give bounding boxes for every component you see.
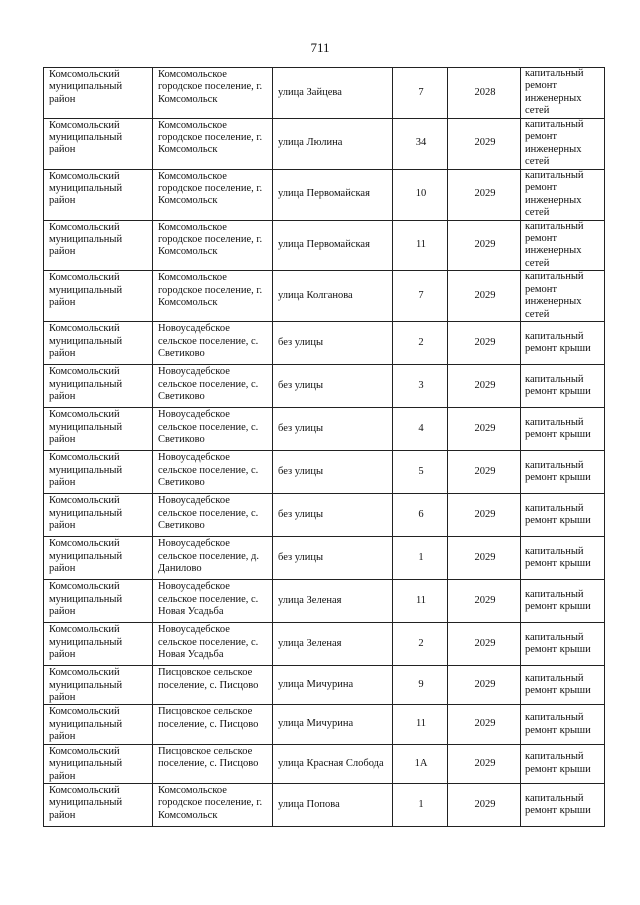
table-row <box>44 623 605 666</box>
settlement-cell: Новоусадебское сельское поселение, с. Светиково <box>153 494 273 537</box>
street-cell: улица Люлина <box>273 118 393 169</box>
table-row <box>44 408 605 451</box>
district-cell: Комсомольский муниципальный район <box>44 580 153 623</box>
street-cell: без улицы <box>273 537 393 580</box>
table-row <box>44 68 605 119</box>
settlement-cell: Новоусадебское сельское поселение, с. Новая Усадьба <box>153 623 273 666</box>
year-cell: 2029 <box>448 783 521 826</box>
district-cell: Комсомольский муниципальный район <box>44 408 153 451</box>
settlement-cell: Новоусадебское сельское поселение, с. Светиково <box>153 322 273 365</box>
settlement-cell: Писцовское сельское поселение, с. Писцово <box>153 744 273 783</box>
table-row <box>44 580 605 623</box>
table-row <box>44 666 605 705</box>
street-cell: улица Зеленая <box>273 623 393 666</box>
street-cell: улица Зеленая <box>273 580 393 623</box>
table-row <box>44 744 605 783</box>
work-type-cell: капитальный ремонт крыши <box>521 783 605 826</box>
street-cell: без улицы <box>273 322 393 365</box>
year-cell: 2028 <box>448 68 521 119</box>
work-type-cell: капитальный ремонт крыши <box>521 494 605 537</box>
year-cell: 2029 <box>448 537 521 580</box>
settlement-cell: Комсомольское городское поселение, г. Комсомольск <box>153 783 273 826</box>
street-cell: без улицы <box>273 408 393 451</box>
year-cell: 2029 <box>448 322 521 365</box>
district-cell: Комсомольский муниципальный район <box>44 705 153 744</box>
table-row <box>44 271 605 322</box>
house-number-cell: 5 <box>393 451 448 494</box>
street-cell: улица Красная Слобода <box>273 744 393 783</box>
table-row <box>44 494 605 537</box>
table-row <box>44 322 605 365</box>
settlement-cell: Комсомольское городское поселение, г. Комсомольск <box>153 118 273 169</box>
work-type-cell: капитальный ремонт крыши <box>521 451 605 494</box>
district-cell: Комсомольский муниципальный район <box>44 537 153 580</box>
table-row <box>44 705 605 744</box>
year-cell: 2029 <box>448 580 521 623</box>
year-cell: 2029 <box>448 494 521 537</box>
settlement-cell: Новоусадебское сельское поселение, с. Светиково <box>153 365 273 408</box>
work-type-cell: капитальный ремонт крыши <box>521 322 605 365</box>
work-type-cell: капитальный ремонт крыши <box>521 537 605 580</box>
settlement-cell: Новоусадебское сельское поселение, д. Данилово <box>153 537 273 580</box>
street-cell: улица Попова <box>273 783 393 826</box>
repair-schedule-table <box>43 67 605 827</box>
work-type-cell: капитальный ремонт крыши <box>521 408 605 451</box>
work-type-cell: капитальный ремонт инженерных сетей <box>521 118 605 169</box>
settlement-cell: Писцовское сельское поселение, с. Писцово <box>153 705 273 744</box>
settlement-cell: Новоусадебское сельское поселение, с. Новая Усадьба <box>153 580 273 623</box>
table-row <box>44 220 605 271</box>
street-cell: улица Зайцева <box>273 68 393 119</box>
settlement-cell: Комсомольское городское поселение, г. Комсомольск <box>153 68 273 119</box>
street-cell: без улицы <box>273 494 393 537</box>
house-number-cell: 4 <box>393 408 448 451</box>
house-number-cell: 11 <box>393 705 448 744</box>
district-cell: Комсомольский муниципальный район <box>44 322 153 365</box>
house-number-cell: 9 <box>393 666 448 705</box>
district-cell: Комсомольский муниципальный район <box>44 118 153 169</box>
settlement-cell: Комсомольское городское поселение, г. Комсомольск <box>153 169 273 220</box>
district-cell: Комсомольский муниципальный район <box>44 220 153 271</box>
year-cell: 2029 <box>448 169 521 220</box>
district-cell: Комсомольский муниципальный район <box>44 783 153 826</box>
work-type-cell: капитальный ремонт крыши <box>521 705 605 744</box>
settlement-cell: Комсомольское городское поселение, г. Комсомольск <box>153 271 273 322</box>
district-cell: Комсомольский муниципальный район <box>44 68 153 119</box>
work-type-cell: капитальный ремонт инженерных сетей <box>521 68 605 119</box>
district-cell: Комсомольский муниципальный район <box>44 451 153 494</box>
house-number-cell: 1А <box>393 744 448 783</box>
house-number-cell: 3 <box>393 365 448 408</box>
year-cell: 2029 <box>448 118 521 169</box>
year-cell: 2029 <box>448 666 521 705</box>
work-type-cell: капитальный ремонт инженерных сетей <box>521 271 605 322</box>
work-type-cell: капитальный ремонт крыши <box>521 365 605 408</box>
year-cell: 2029 <box>448 744 521 783</box>
street-cell: без улицы <box>273 365 393 408</box>
table-row <box>44 365 605 408</box>
year-cell: 2029 <box>448 451 521 494</box>
district-cell: Комсомольский муниципальный район <box>44 666 153 705</box>
street-cell: улица Колганова <box>273 271 393 322</box>
district-cell: Комсомольский муниципальный район <box>44 623 153 666</box>
work-type-cell: капитальный ремонт крыши <box>521 623 605 666</box>
street-cell: улица Первомайская <box>273 220 393 271</box>
district-cell: Комсомольский муниципальный район <box>44 494 153 537</box>
year-cell: 2029 <box>448 220 521 271</box>
settlement-cell: Новоусадебское сельское поселение, с. Светиково <box>153 451 273 494</box>
house-number-cell: 11 <box>393 580 448 623</box>
table-row <box>44 537 605 580</box>
settlement-cell: Писцовское сельское поселение, с. Писцово <box>153 666 273 705</box>
work-type-cell: капитальный ремонт крыши <box>521 580 605 623</box>
page-number: 711 <box>310 40 330 55</box>
table-row <box>44 118 605 169</box>
house-number-cell: 34 <box>393 118 448 169</box>
settlement-cell: Новоусадебское сельское поселение, с. Светиково <box>153 408 273 451</box>
house-number-cell: 6 <box>393 494 448 537</box>
work-type-cell: капитальный ремонт крыши <box>521 744 605 783</box>
district-cell: Комсомольский муниципальный район <box>44 169 153 220</box>
house-number-cell: 10 <box>393 169 448 220</box>
street-cell: без улицы <box>273 451 393 494</box>
house-number-cell: 1 <box>393 783 448 826</box>
table-body <box>44 68 605 827</box>
house-number-cell: 7 <box>393 68 448 119</box>
settlement-cell: Комсомольское городское поселение, г. Комсомольск <box>153 220 273 271</box>
district-cell: Комсомольский муниципальный район <box>44 271 153 322</box>
house-number-cell: 2 <box>393 623 448 666</box>
street-cell: улица Первомайская <box>273 169 393 220</box>
work-type-cell: капитальный ремонт инженерных сетей <box>521 220 605 271</box>
table-row <box>44 451 605 494</box>
year-cell: 2029 <box>448 408 521 451</box>
district-cell: Комсомольский муниципальный район <box>44 744 153 783</box>
work-type-cell: капитальный ремонт крыши <box>521 666 605 705</box>
house-number-cell: 11 <box>393 220 448 271</box>
street-cell: улица Мичурина <box>273 666 393 705</box>
house-number-cell: 2 <box>393 322 448 365</box>
table-row <box>44 783 605 826</box>
house-number-cell: 7 <box>393 271 448 322</box>
year-cell: 2029 <box>448 271 521 322</box>
year-cell: 2029 <box>448 623 521 666</box>
work-type-cell: капитальный ремонт инженерных сетей <box>521 169 605 220</box>
house-number-cell: 1 <box>393 537 448 580</box>
table-row <box>44 169 605 220</box>
year-cell: 2029 <box>448 365 521 408</box>
district-cell: Комсомольский муниципальный район <box>44 365 153 408</box>
street-cell: улица Мичурина <box>273 705 393 744</box>
year-cell: 2029 <box>448 705 521 744</box>
